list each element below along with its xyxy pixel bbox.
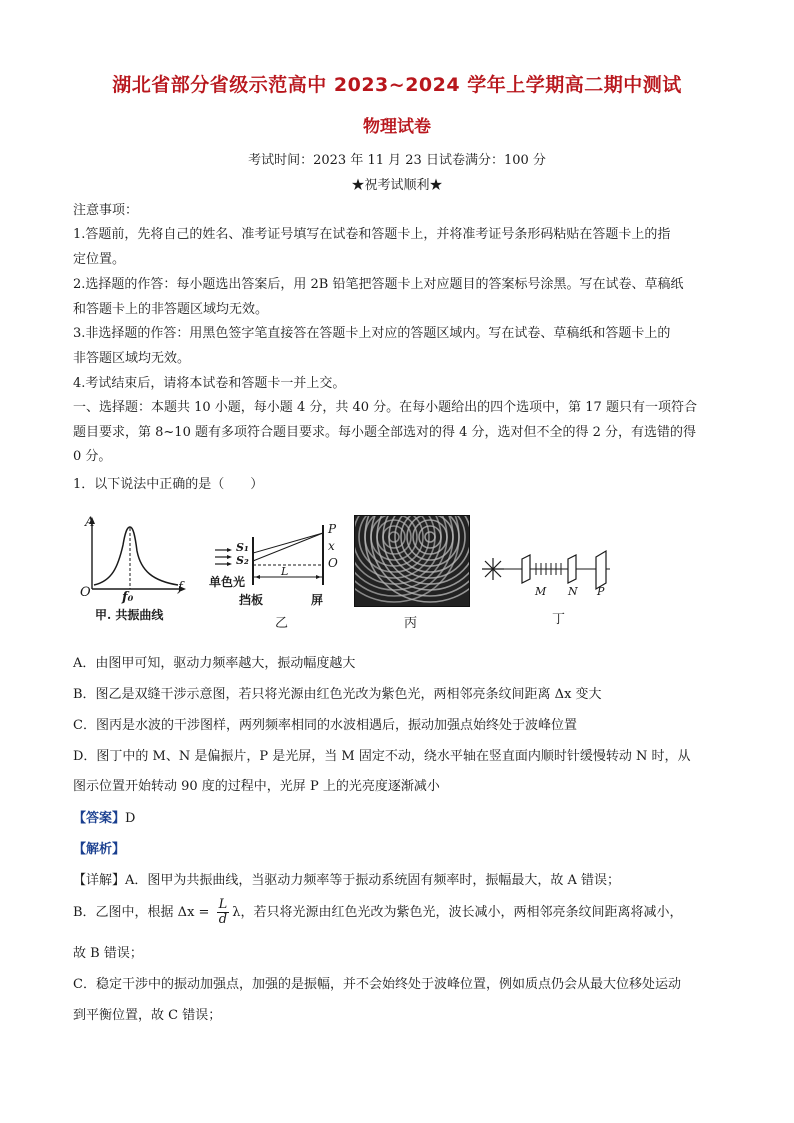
- figure-a-origin: O: [80, 585, 91, 600]
- option-d-line-2: 图示位置开始转动 90 度的过程中，光屏 P 上的光亮度逐渐减小: [73, 779, 440, 794]
- section-1-line-2: 题目要求，第 8~10 题有多项符合题目要求。每小题全部选对的得 4 分，选对但不全的得 2 分，有选错的得: [73, 425, 697, 440]
- section-1-line-1: 一、选择题：本题共 10 小题，每小题 4 分，共 40 分。在每小题给出的四个选项中，第 17 题只有一项符合: [73, 400, 697, 415]
- note-3-line-1: 3.非选择题的作答：用黑色签字笔直接答在答题卡上对应的答题区域内。写在试卷、草稿纸和答题卡上的: [73, 326, 671, 341]
- figure-d-caption: 丁: [552, 612, 566, 627]
- detail-line-c-1: C．稳定干涉中的振动加强点，加强的是振幅，并不会始终处于波峰位置，例如质点仍会从最大位移处运动: [73, 977, 681, 992]
- detail-tag: 【详解】: [73, 873, 126, 888]
- detail-line-b: [73, 898, 682, 927]
- note-4: 4.考试结束后，请将本试卷和答题卡一并上交。: [73, 376, 346, 391]
- figure-b-board: 挡板: [239, 593, 264, 607]
- figure-a-x-label: f: [178, 580, 183, 595]
- exam-info: 考试时间：2023 年 11 月 23 日试卷满分：100 分: [248, 153, 546, 168]
- option-d-line-1: D．图丁中的 M、N 是偏振片，P 是光屏，当 M 固定不动，绕水平轴在竖直面内顺时针缓慢转动 N 时，从: [73, 749, 691, 764]
- answer-line: [73, 807, 135, 826]
- figure-a-caption: 甲. 共振曲线: [95, 608, 164, 622]
- analysis-tag: 【解析】: [73, 842, 126, 857]
- figure-b-s2: S₂: [236, 554, 249, 567]
- screen-P: [596, 551, 606, 589]
- polarizer-M: [522, 555, 530, 583]
- figure-a-f0: f₀: [122, 590, 134, 605]
- notes-heading: 注意事项：: [73, 203, 139, 218]
- detail-line-c-2: 到平衡位置，故 C 错误；: [73, 1008, 222, 1023]
- figure-b-L: L: [281, 565, 289, 578]
- figure-water-interference: [354, 515, 470, 607]
- figure-b-x: x: [328, 539, 335, 553]
- figure-d-P: P: [597, 585, 605, 598]
- note-2-line-1: 2.选择题的作答：每小题选出答案后，用 2B 铅笔把答题卡上对应题目的答案标号涂黑。写在试卷、草稿纸: [73, 277, 684, 292]
- note-1-line-1: 1.答题前，先将自己的姓名、准考证号填写在试卷和答题卡上，并将准考证号条形码粘贴在答题卡上的指: [73, 227, 671, 242]
- figure-b-O: O: [328, 556, 338, 570]
- figure-b-screen: 屏: [311, 593, 324, 607]
- figure-b-s1: S₁: [236, 541, 249, 554]
- page-title: 湖北省部分省级示范高中 2023~2024 学年上学期高二期中测试: [112, 74, 682, 96]
- detail-line-b-2: 故 B 错误；: [73, 946, 143, 961]
- figure-b-P: P: [328, 522, 337, 536]
- polarizer-N: [568, 555, 576, 583]
- figure-a-y-label: A: [85, 515, 95, 530]
- figure-double-slit: [205, 515, 345, 615]
- detail-b-text-1: B．乙图中，根据 Δx =: [73, 905, 210, 920]
- note-2-line-2: 和答题卡上的非答题区域均无效。: [73, 302, 269, 317]
- detail-a-text: A．图甲为共振曲线，当驱动力频率等于振动系统固有频率时，振幅最大，故 A 错误；: [125, 873, 621, 888]
- figure-d-N: N: [568, 585, 578, 598]
- ray-1: [253, 533, 323, 553]
- formula-fraction: [217, 898, 230, 927]
- note-1-line-2: 定位置。: [73, 252, 126, 267]
- note-3-line-2: 非答题区域均无效。: [73, 351, 191, 366]
- detail-line-a: [73, 869, 620, 888]
- page-subtitle: 物理试卷: [363, 117, 431, 137]
- figure-b-light: 单色光: [209, 575, 246, 589]
- figure-c-caption: 丙: [404, 616, 418, 631]
- fraction-numerator: L: [218, 897, 228, 912]
- option-b: B．图乙是双缝干涉示意图，若只将光源由红色光改为紫色光，两相邻亮条纹间距离 Δx 变大: [73, 687, 602, 702]
- wish-line: ★祝考试顺利★: [351, 178, 443, 193]
- option-c: C．图丙是水波的干涉图样，两列频率相同的水波相遇后，振动加强点始终处于波峰位置: [73, 718, 577, 733]
- ray-2: [253, 533, 323, 561]
- section-1-line-3: 0 分。: [73, 449, 112, 464]
- resonance-curve: [94, 527, 178, 585]
- figure-d-M: M: [535, 585, 547, 598]
- answer-tag: 【答案】: [73, 811, 126, 826]
- answer-value: D: [125, 811, 136, 826]
- figure-b-caption: 乙: [275, 616, 289, 631]
- fraction-denominator: d: [218, 912, 228, 927]
- question-1-stem: 1．以下说法中正确的是（ ）: [73, 477, 264, 492]
- detail-b-text-2: λ，若只将光源由红色光改为紫色光，波长减小，两相邻亮条纹间距离将减小，: [232, 905, 683, 920]
- option-a: A．由图甲可知，驱动力频率越大，振动幅度越大: [73, 656, 356, 671]
